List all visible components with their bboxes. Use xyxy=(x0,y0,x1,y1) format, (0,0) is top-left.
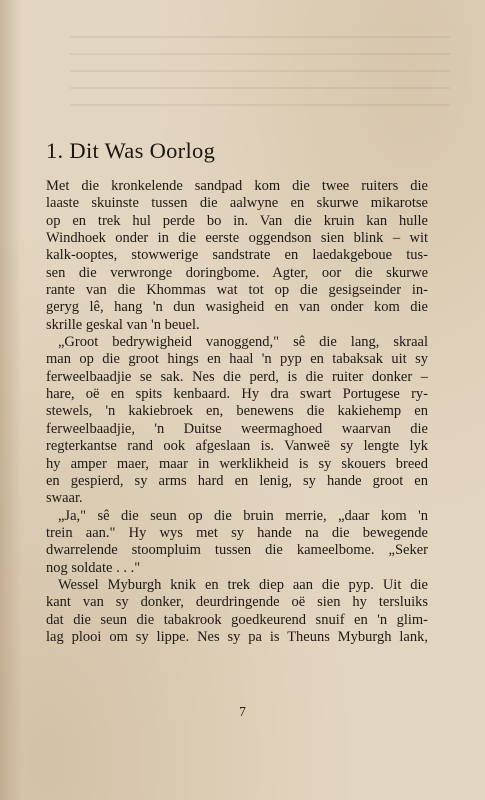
text-line: Wessel Myburgh knik en trek diep aan die pyp. Uit die xyxy=(58,576,428,593)
text-line: trein aan." Hy wys met sy hande na die bewegende xyxy=(46,524,428,541)
text-line: kant van sy donker, deurdringende oë sien hy tersluiks xyxy=(46,594,428,611)
text-line: „Ja," sê die seun op die bruin merrie, „daar kom 'n xyxy=(58,507,428,524)
text-line: ferweelbaadjie se sak. Nes die perd, is die ruiter donker – xyxy=(46,368,428,385)
text-line: kalk-ooptes, stowwerige sandstrate en laedakgeboue tus- xyxy=(46,247,428,264)
show-through-text xyxy=(70,36,450,116)
page-number: 7 xyxy=(239,704,246,719)
text-line: hy amper maer, maar in werklikheid is sy skouers breed xyxy=(46,455,428,472)
text-line: „Groot bedrywigheid vanoggend," sê die lang, skraal xyxy=(58,334,428,351)
text-line: nog soldate . . ." xyxy=(46,559,141,576)
text-line: en gespierd, sy arms hard en lenig, sy hande groot en xyxy=(46,472,428,489)
text-line: Met die kronkelende sandpad kom die twee ruiters die xyxy=(46,178,428,194)
text-line: dat die seun die tabakrook goedkeurend snuif en 'n glim- xyxy=(46,611,428,628)
paragraph xyxy=(46,508,428,577)
paragraph xyxy=(46,178,428,334)
text-line: dwarrelende stoompluim tussen die kameelbome. „Seker xyxy=(46,542,428,559)
text-line: ferweelbaadjie, 'n Duitse weermaghoed waarvan die xyxy=(46,420,428,437)
body-text xyxy=(46,178,428,646)
chapter-title: 1. Dit Was Oorlog xyxy=(46,138,216,163)
text-line: skrille geskal van 'n beuel. xyxy=(46,316,200,333)
text-line: hare, oë en spits kenbaard. Hy dra swart Portugese ry- xyxy=(46,386,428,403)
text-line: geryg lê, hang 'n dun wasigheid en van onder kom die xyxy=(46,299,428,316)
text-line: Windhoek onder in die eerste oggendson sien blink – wit xyxy=(46,230,428,247)
text-line: stewels, 'n kakiebroek en, benewens die kakiehemp en xyxy=(46,403,428,420)
text-line: rante van die Khommas wat tot op die gesigseinder in- xyxy=(46,282,428,299)
text-line: man op die groot hings en haal 'n pyp en tabaksak uit sy xyxy=(46,351,428,368)
text-line: regterkantse rand ook afgeslaan is. Vanweë sy lengte lyk xyxy=(46,438,428,455)
text-line: laaste skuinste tussen die aalwyne en skurwe mikarotse xyxy=(46,195,428,212)
text-line: lag plooi om sy lippe. Nes sy pa is Theuns Myburgh lank, xyxy=(46,628,428,645)
text-line: sen die verwronge doringbome. Agter, oor die skurwe xyxy=(46,264,428,281)
paragraph xyxy=(46,577,428,646)
text-line: swaar. xyxy=(46,490,83,507)
text-line: op en trek hul perde bo in. Van die kruin kan hulle xyxy=(46,212,428,229)
paragraph xyxy=(46,334,428,507)
